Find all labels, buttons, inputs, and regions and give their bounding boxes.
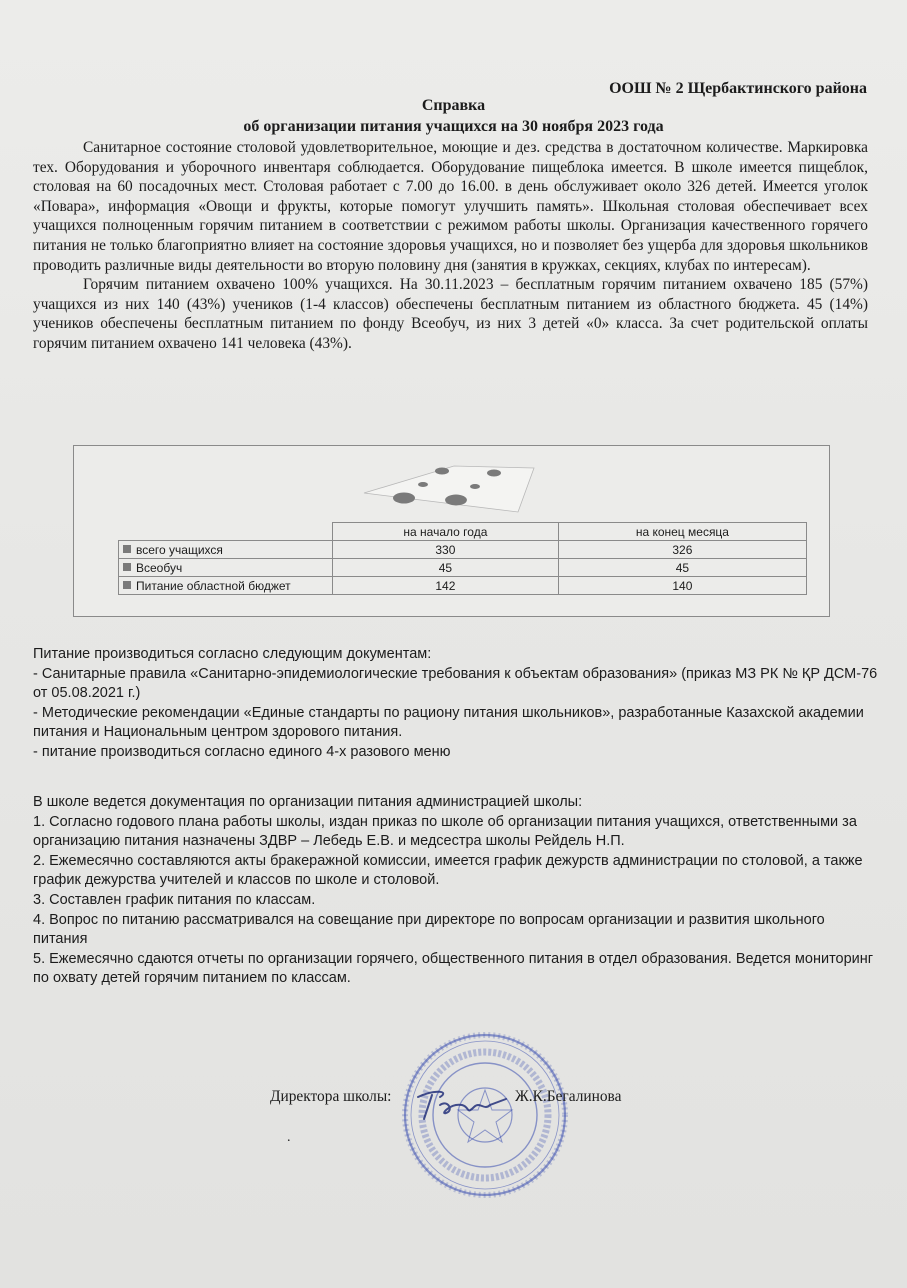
table-cell: 45 [558, 559, 806, 577]
list-item: 1. Согласно годового плана работы школы, издан приказ по школе об организации питания учащихся, ответственными за организацию питания назначены ЗДВР – Лебедь Е.В. и медсестра школы Рейдель Н.П. [33, 813, 857, 850]
paragraph-1: Санитарное состояние столовой удовлетворительное, моющие и дез. средства в достаточном количестве. Маркировка тех. Оборудования и уборочного инвентаря соблюдается. Оборудование пищеблока имеется. В школе имеется пищеблок, столовая на 60 посадочных мест. Столовая работает с 7.00 до 16.00. в день обслуживает около 326 детей. Имеется уголок «Повара», информация «Овощи и фрукты, которые помогут улучшить память». Школьная столовая обеспечивает всех учащихся полноценным горячим питанием в соответствии с режимом работы школы. Организация качественного горячего питания не только благоприятно влияет на состояние здоровья учащихся, но и позволяет без ущерба для здоровья школьников проводить различные виды деятельности во вторую половину дня (занятия в кружках, секциях, клубах по интересам). [33, 139, 868, 274]
administration-section [33, 793, 883, 989]
document-title: Справка [421, 97, 486, 114]
chart-mark [418, 482, 428, 487]
table-cell: 326 [558, 541, 806, 559]
stray-mark: . [287, 1130, 291, 1145]
list-item: 3. Составлен график питания по классам. [33, 891, 316, 908]
list-item: 5. Ежемесячно сдаются отчеты по организации горячего, общественного питания в отдел образования. Ведется мониторинг по охвату детей горячим питанием по классам. [33, 950, 874, 987]
documents-intro: Питание производиться согласно следующим документам: [33, 646, 432, 662]
category-header-1: на начало года [333, 523, 559, 541]
chart-data-table [118, 522, 807, 595]
legend-swatch [123, 545, 131, 553]
paragraph-2: Горячим питанием охвачено 100% учащихся. На 30.11.2023 – бесплатным горячим питанием охвачено 185 (57%) учащихся из них 140 (43%) учеников (1-4 классов) обеспечены бесплатным питанием из областного бюджета. 45 (14%) учеников обеспечены бесплатным питанием по фонду Всеобуч, из них 3 детей «0» класса. За счет родительской оплаты горячим питанием охвачено 141 человека (43%). [33, 276, 868, 352]
signature-role: Директора школы: [270, 1088, 392, 1105]
document-subtitle: об организации питания учащихся на 30 ноября 2023 года [243, 118, 664, 135]
table-cell: 45 [333, 559, 559, 577]
organization-name: ООШ № 2 Щербактинского района [609, 80, 867, 97]
chart-frame [73, 445, 830, 617]
documents-section [33, 645, 883, 763]
director-name: Ж.К.Бегалинова [515, 1088, 622, 1105]
table-row [119, 559, 807, 577]
handwritten-signature-icon [410, 1085, 520, 1130]
table-cell: 142 [333, 577, 559, 595]
chart-mark [445, 495, 467, 506]
series-label: всего учащихся [136, 542, 223, 557]
series-label: Всеобуч [136, 560, 183, 575]
list-item: 2. Ежемесячно составляются акты бракеражной комиссии, имеется график дежурств администрации по столовой, а также график дежурства учителей и классов по школе и столовой. [33, 852, 863, 889]
chart-mark [470, 484, 480, 489]
category-header-2: на конец месяца [558, 523, 806, 541]
series-label: Питание областной бюджет [136, 578, 291, 593]
list-item: - питание производиться согласно единого 4-х разового меню [33, 743, 451, 760]
legend-swatch [123, 581, 131, 589]
table-cell: 330 [333, 541, 559, 559]
table-row [119, 577, 807, 595]
table-cell: 140 [558, 577, 806, 595]
body-text [33, 138, 868, 354]
list-item: 4. Вопрос по питанию рассматривался на совещание при директоре по вопросам организации и развития школьного питания [33, 911, 825, 948]
administration-intro: В школе ведется документация по организации питания администрацией школы: [33, 794, 583, 810]
chart-floor-plane [364, 466, 534, 512]
chart-mark [487, 470, 501, 477]
table-header-row [119, 523, 807, 541]
chart-plot-area [74, 446, 829, 526]
chart-mark [393, 493, 415, 504]
legend-swatch [123, 563, 131, 571]
table-row [119, 541, 807, 559]
list-item: - Методические рекомендации «Единые стандарты по рациону питания школьников», разработанные Казахской академии питания и Национальным центром здорового питания. [33, 704, 864, 741]
list-item: - Санитарные правила «Санитарно-эпидемиологические требования к объектам образования» (приказ МЗ РК № ҚР ДСМ-76 от 05.08.2021 г.) [33, 665, 878, 702]
chart-mark [435, 467, 449, 474]
